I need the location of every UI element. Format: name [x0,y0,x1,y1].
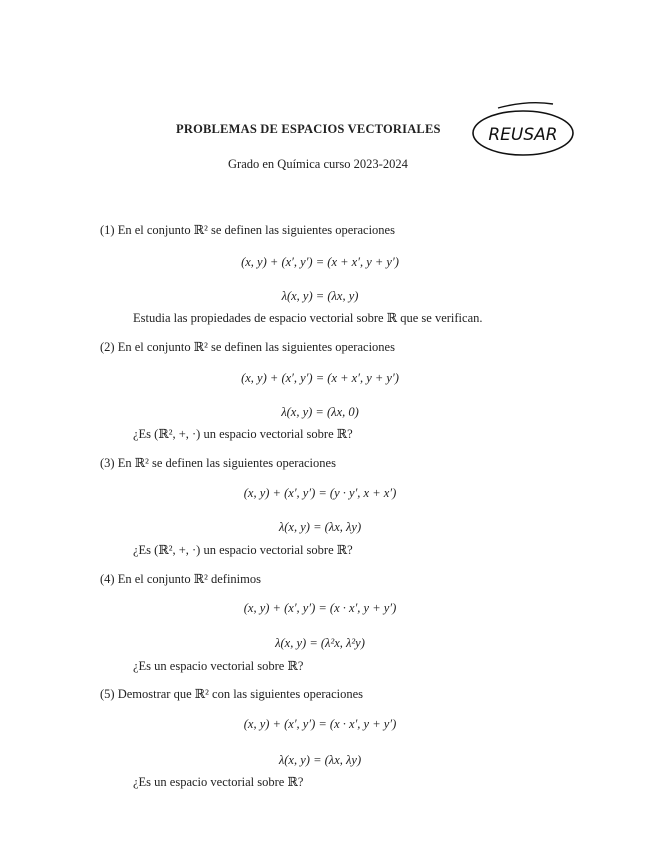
problem-5-sum-equation: (x, y) + (x′, y′) = (x · x′, y + y′) [243,717,397,731]
problem-1-scalar-equation: λ(x, y) = (λx, y) [281,289,359,303]
problem-4-intro: (4) En el conjunto ℝ² definimos [100,572,261,586]
handwritten-stamp [468,98,578,160]
problem-1-question: Estudia las propiedades de espacio vectorial sobre ℝ que se verifican. [133,311,483,325]
problem-4-sum-equation: (x, y) + (x′, y′) = (x · x′, y + y′) [243,601,397,615]
problem-3-intro: (3) En ℝ² se definen las siguientes operaciones [100,456,336,470]
problem-5-question: ¿Es un espacio vectorial sobre ℝ? [133,775,304,789]
problem-3-question: ¿Es (ℝ², +, ·) un espacio vectorial sobre ℝ? [133,543,353,557]
stamp-text: REUSAR [488,125,558,145]
problem-4-question: ¿Es un espacio vectorial sobre ℝ? [133,659,304,673]
problem-2-sum-equation: (x, y) + (x′, y′) = (x + x′, y + y′) [241,371,399,385]
page-title: PROBLEMAS DE ESPACIOS VECTORIALES [176,122,441,136]
problem-5-scalar-equation: λ(x, y) = (λx, λy) [278,753,362,767]
problem-4-scalar-equation: λ(x, y) = (λ²x, λ²y) [275,636,365,650]
problem-2-scalar-equation: λ(x, y) = (λx, 0) [281,405,359,419]
problem-3-sum-equation: (x, y) + (x′, y′) = (y · y′, x + x′) [243,486,397,500]
problem-1-sum-equation: (x, y) + (x′, y′) = (x + x′, y + y′) [241,255,399,269]
page-subtitle: Grado en Química curso 2023-2024 [228,157,408,171]
problem-1-intro: (1) En el conjunto ℝ² se definen las siguientes operaciones [100,223,395,237]
problem-2-intro: (2) En el conjunto ℝ² se definen las siguientes operaciones [100,340,395,354]
problem-3-scalar-equation: λ(x, y) = (λx, λy) [278,520,362,534]
problem-2-question: ¿Es (ℝ², +, ·) un espacio vectorial sobre ℝ? [133,427,353,441]
problem-5-intro: (5) Demostrar que ℝ² con las siguientes operaciones [100,687,364,701]
